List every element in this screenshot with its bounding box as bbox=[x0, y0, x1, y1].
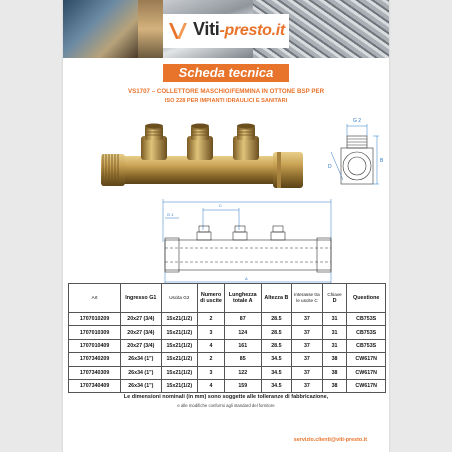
table-cell: 31 bbox=[322, 313, 347, 326]
brand-name: Viti-presto.it bbox=[193, 19, 285, 39]
table-cell: 4 bbox=[198, 339, 225, 352]
col-chiave-label: Chiave bbox=[327, 292, 342, 297]
table-cell: 3 bbox=[198, 326, 225, 339]
table-cell: CW617N bbox=[347, 379, 386, 392]
table-cell: 20x27 (3/4) bbox=[121, 339, 161, 352]
table-row bbox=[69, 313, 386, 326]
table-cell: 37 bbox=[292, 326, 323, 339]
table-cell: CB753S bbox=[347, 313, 386, 326]
table-cell: 28.5 bbox=[261, 313, 292, 326]
table-row bbox=[69, 353, 386, 366]
dim-b: B bbox=[380, 158, 384, 164]
table-cell: 28.5 bbox=[261, 339, 292, 352]
table-cell: 1707010209 bbox=[69, 313, 121, 326]
table-cell: 34.5 bbox=[261, 379, 292, 392]
table-cell: 1707010309 bbox=[69, 326, 121, 339]
table-cell: 124 bbox=[224, 326, 261, 339]
table-cell: 2 bbox=[198, 353, 225, 366]
table-cell: CB753S bbox=[347, 339, 386, 352]
table-cell: 15x21(1/2) bbox=[161, 339, 198, 352]
table-row bbox=[69, 379, 386, 392]
table-cell: 161 bbox=[224, 339, 261, 352]
table-cell: 38 bbox=[322, 366, 347, 379]
table-cell: 26x34 (1") bbox=[121, 379, 161, 392]
table-cell: 26x34 (1") bbox=[121, 353, 161, 366]
dim-c: C bbox=[219, 203, 222, 208]
document-page bbox=[63, 0, 389, 452]
table-cell: 26x34 (1") bbox=[121, 366, 161, 379]
dim-d: D bbox=[328, 164, 332, 170]
col-ingresso: Ingresso G1 bbox=[121, 284, 161, 313]
table-cell: 20x27 (3/4) bbox=[121, 326, 161, 339]
table-cell: CB753S bbox=[347, 326, 386, 339]
table-cell: 38 bbox=[322, 353, 347, 366]
product-subtitle: ISO 228 PER IMPIANTI IDRAULICI E SANITARI bbox=[164, 98, 288, 104]
product-title: VS1707 – COLLETTORE MASCHIO/FEMMINA IN OTTONE BSP PER bbox=[127, 88, 325, 95]
table-cell: 20x27 (3/4) bbox=[121, 313, 161, 326]
banner-photo-tools bbox=[63, 0, 138, 58]
product-photo bbox=[93, 118, 323, 198]
table-cell: 1707010409 bbox=[69, 339, 121, 352]
table-cell: 34.5 bbox=[261, 353, 292, 366]
table-cell: 4 bbox=[198, 379, 225, 392]
end-view-drawing bbox=[325, 108, 389, 200]
col-art: Art bbox=[69, 284, 121, 313]
table-cell: 87 bbox=[224, 313, 261, 326]
table-header-row bbox=[69, 284, 386, 313]
logo-v-icon bbox=[167, 20, 189, 42]
table-cell: 2 bbox=[198, 313, 225, 326]
standards-note: e alle modifiche conformi agli standard del fornitore bbox=[177, 403, 275, 408]
table-cell: 31 bbox=[322, 339, 347, 352]
table-cell: CW617N bbox=[347, 353, 386, 366]
table-cell: 15x21(1/2) bbox=[161, 313, 198, 326]
table-cell: 159 bbox=[224, 379, 261, 392]
tolerance-note: Le dimensioni nominali (in mm) sono soggette alle tolleranze di fabbricazione, bbox=[123, 394, 329, 400]
table-cell: 37 bbox=[292, 353, 323, 366]
table-cell: 122 bbox=[224, 366, 261, 379]
col-numero: Numero di uscite bbox=[198, 284, 225, 313]
dim-g1: G 1 bbox=[167, 212, 174, 217]
specs-table bbox=[68, 283, 386, 393]
table-cell: 15x21(1/2) bbox=[161, 326, 198, 339]
technical-drawing bbox=[143, 192, 343, 284]
table-cell: 15x21(1/2) bbox=[161, 366, 198, 379]
table-cell: 37 bbox=[292, 339, 323, 352]
table-cell: 1707340309 bbox=[69, 366, 121, 379]
table-cell: 38 bbox=[322, 379, 347, 392]
table-cell: 34.5 bbox=[261, 366, 292, 379]
banner-photo-wood bbox=[138, 0, 163, 58]
contact-email[interactable]: servizio.clienti@viti-presto.it bbox=[293, 437, 367, 443]
table-cell: 15x21(1/2) bbox=[161, 353, 198, 366]
table-cell: CW617N bbox=[347, 366, 386, 379]
col-interasse: Interasse tra le uscite C bbox=[292, 284, 323, 313]
table-row bbox=[69, 326, 386, 339]
table-cell: 28.5 bbox=[261, 326, 292, 339]
table-cell: 15x21(1/2) bbox=[161, 379, 198, 392]
table-cell: 37 bbox=[292, 366, 323, 379]
col-chiave bbox=[322, 284, 347, 313]
table-row bbox=[69, 366, 386, 379]
dim-g2: G 2 bbox=[353, 118, 362, 124]
table-cell: 37 bbox=[292, 313, 323, 326]
col-altezza: Altezza B bbox=[261, 284, 292, 313]
dim-a: A bbox=[245, 276, 248, 281]
table-cell: 37 bbox=[292, 379, 323, 392]
table-cell: 31 bbox=[322, 326, 347, 339]
header-banner bbox=[63, 0, 389, 58]
table-row bbox=[69, 339, 386, 352]
table-cell: 3 bbox=[198, 366, 225, 379]
brand-logo[interactable] bbox=[163, 14, 289, 48]
col-chiave-letter: D bbox=[332, 298, 337, 304]
col-uscita: Uscita G2 bbox=[161, 284, 198, 313]
page-title: Scheda tecnica bbox=[163, 64, 289, 82]
table-cell: 1707340409 bbox=[69, 379, 121, 392]
table-cell: 1707340209 bbox=[69, 353, 121, 366]
col-lunghezza: Lunghezza totale A bbox=[224, 284, 261, 313]
table-cell: 85 bbox=[224, 353, 261, 366]
col-questione: Questione bbox=[347, 284, 386, 313]
